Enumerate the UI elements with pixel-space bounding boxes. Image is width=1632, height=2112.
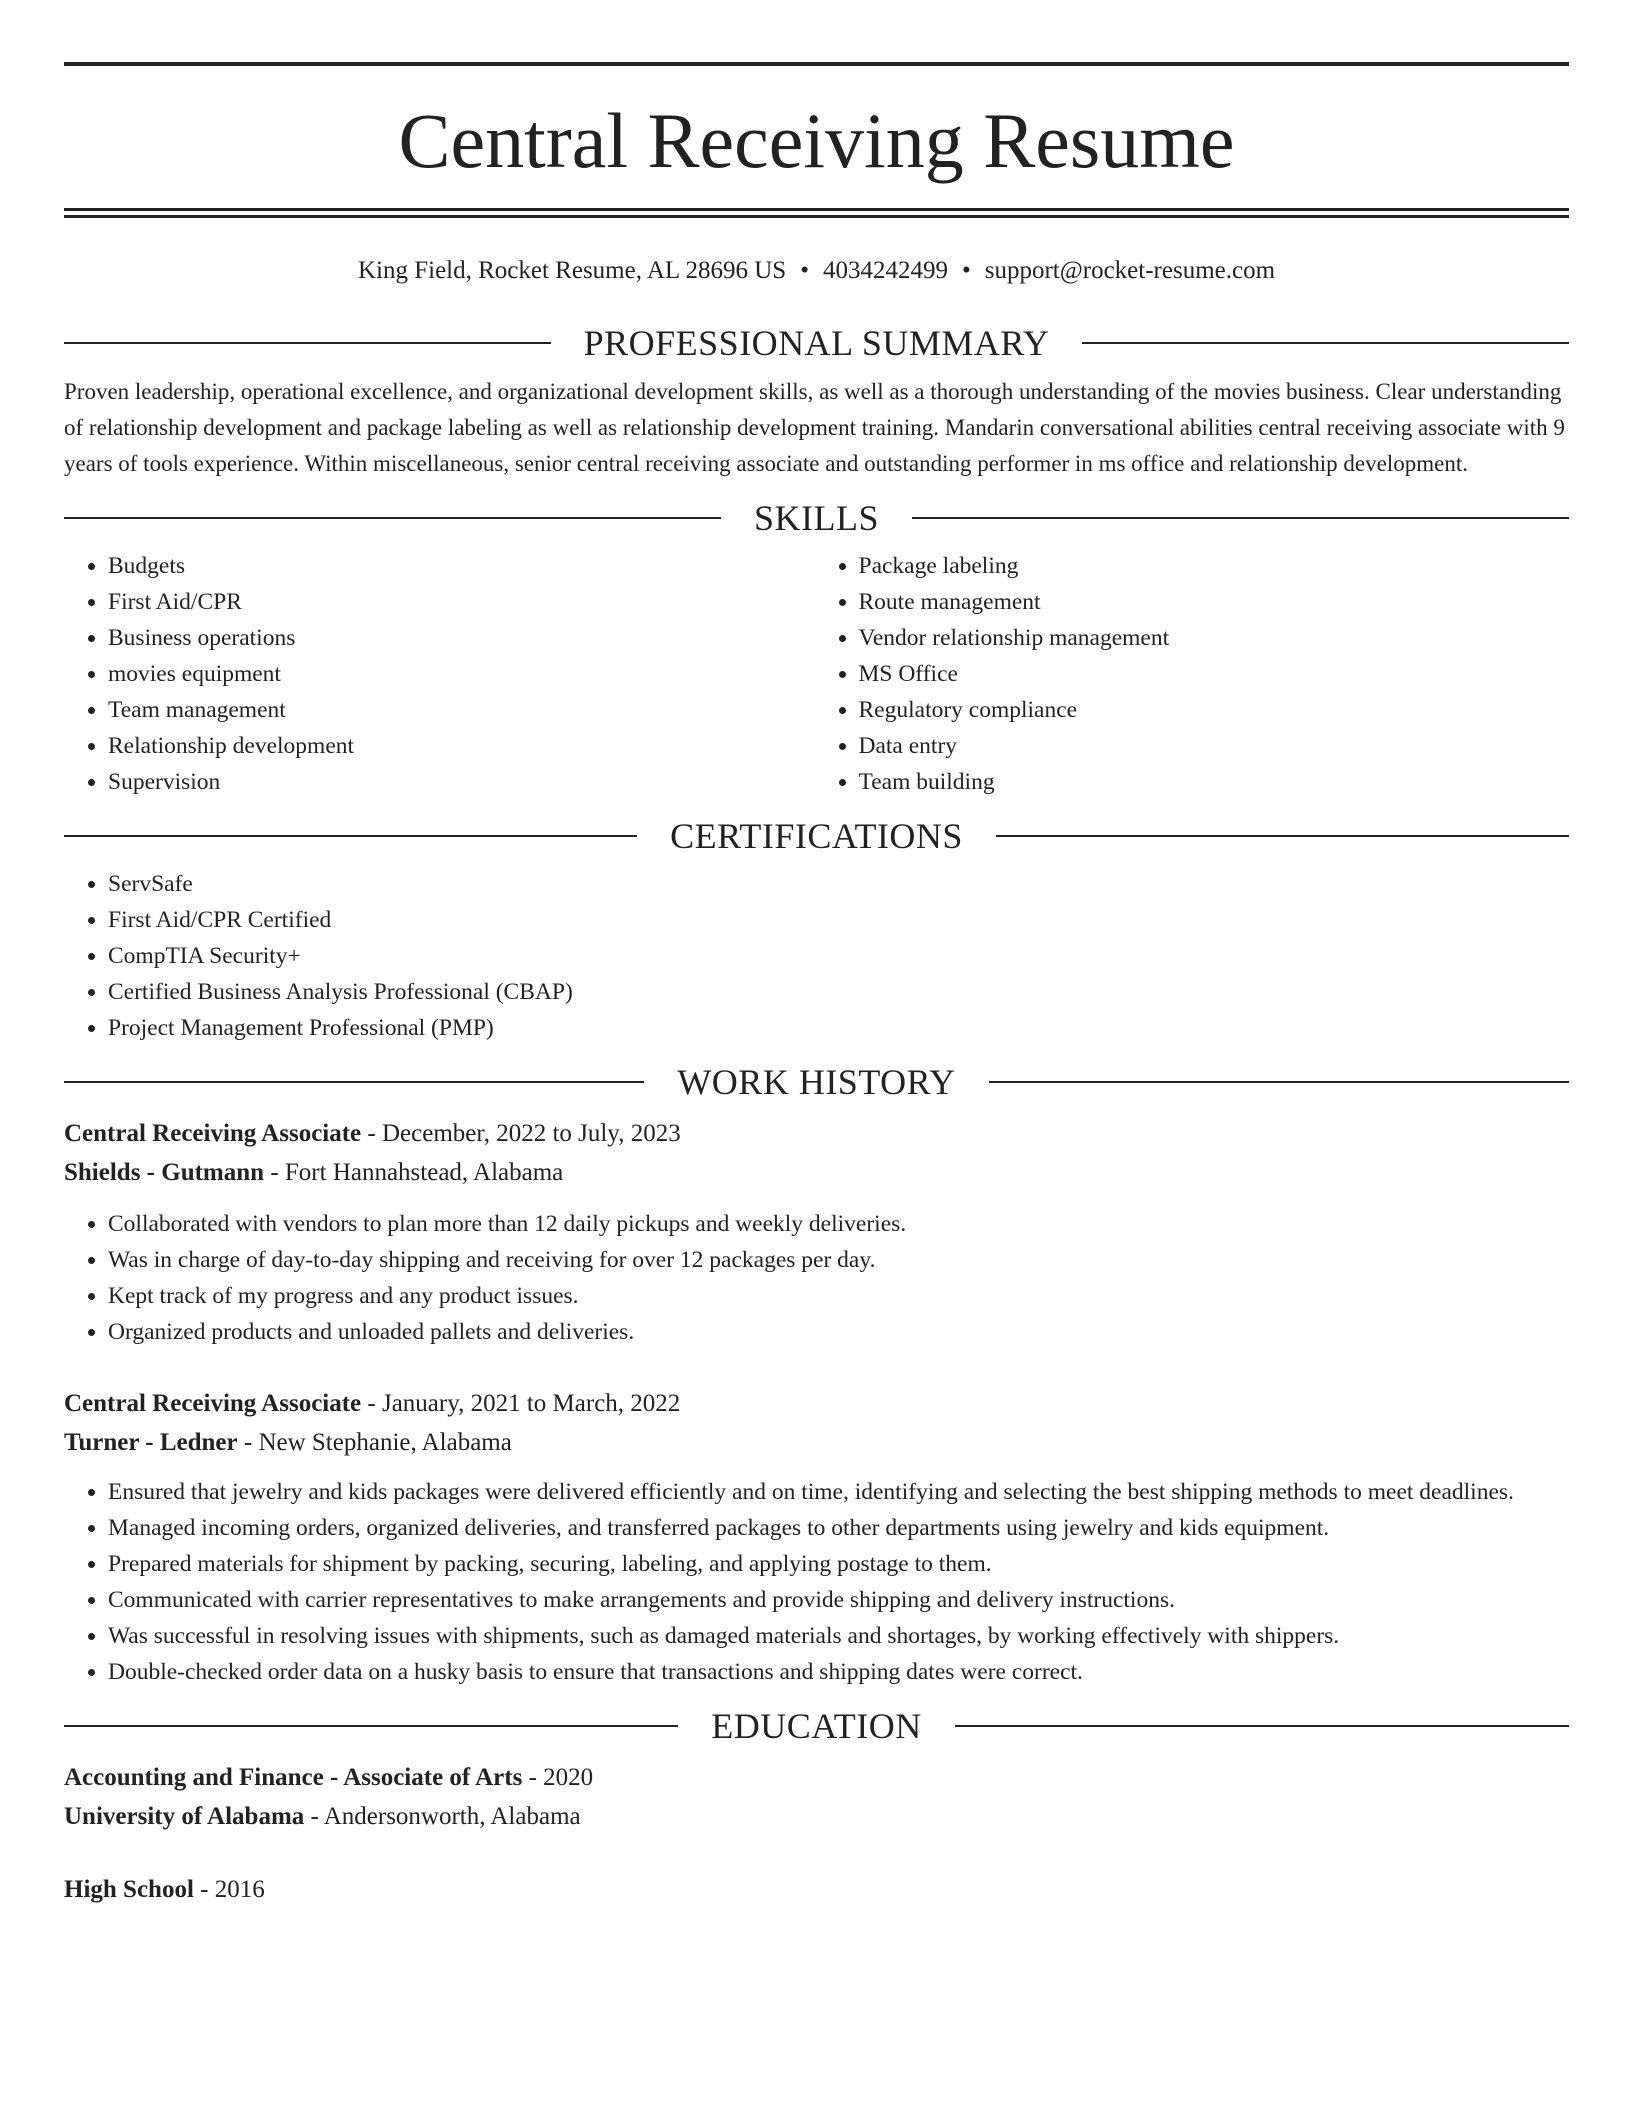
contact-line [64, 256, 1569, 286]
education-year: - 2016 [193, 1876, 265, 1903]
contact-separator: • [961, 257, 971, 284]
heading-rule-right [1082, 342, 1569, 344]
job-bullet: • Managed incoming orders, organized deliveries, and transferred packages to other departments using jewelry and kids equipment. [108, 1510, 1569, 1546]
job-bullet: • Communicated with carrier representatives to make arrangements and provide shipping and delivery instructions. [108, 1582, 1569, 1618]
resume-page [64, 62, 1569, 1909]
skill-item: • Package labeling [859, 548, 1570, 584]
summary-heading-text: PROFESSIONAL SUMMARY [583, 323, 1050, 363]
job-entry [64, 1114, 1569, 1350]
skills-heading [64, 498, 1569, 538]
heading-rule-right [955, 1725, 1569, 1727]
education-year: - 2020 [522, 1764, 594, 1791]
education-degree-line [64, 1870, 1569, 1909]
job-bullet: • Was successful in resolving issues with shipments, such as damaged materials and shortages, by working effectively with shippers. [108, 1618, 1569, 1654]
education-degree: High School [64, 1876, 194, 1903]
contact-separator: • [800, 257, 809, 284]
education-school-line [64, 1797, 1569, 1836]
job-bullet: • Kept track of my progress and any product issues. [108, 1278, 1569, 1314]
skill-item: • movies equipment [108, 656, 817, 692]
heading-rule-left [64, 342, 551, 344]
skill-item: • Data entry [859, 728, 1570, 764]
heading-rule-left [64, 835, 637, 837]
job-bullets [64, 1474, 1569, 1690]
heading-rule-left [64, 1081, 644, 1083]
skills-column-left [64, 548, 817, 800]
skill-item: • Budgets [108, 548, 817, 584]
certification-item: • First Aid/CPR Certified [108, 902, 1569, 938]
job-company-line [64, 1423, 1569, 1462]
job-title-line [64, 1114, 1569, 1153]
job-title: Central Receiving Associate [64, 1120, 362, 1147]
job-company: Turner - Ledner [64, 1429, 238, 1456]
job-company-line [64, 1153, 1569, 1192]
job-bullets [64, 1206, 1569, 1350]
job-bullet: • Double-checked order data on a husky basis to ensure that transactions and shipping dates were correct. [108, 1654, 1569, 1690]
certification-item: • ServSafe [108, 866, 1569, 902]
work-heading-text: WORK HISTORY [677, 1062, 956, 1102]
education-entry [64, 1758, 1569, 1836]
job-bullet: • Ensured that jewelry and kids packages were delivered efficiently and on time, identifying and selecting the best shipping methods to meet deadlines. [108, 1474, 1569, 1510]
heading-rule-right [996, 835, 1569, 837]
double-rule [64, 208, 1569, 218]
certification-item: • CompTIA Security+ [108, 938, 1569, 974]
heading-rule-right [989, 1081, 1569, 1083]
education-degree: Accounting and Finance - Associate of Arts [64, 1764, 523, 1791]
education-heading-text: EDUCATION [711, 1706, 922, 1746]
education-entry [64, 1870, 1569, 1909]
heading-rule-left [64, 1725, 678, 1727]
job-entry [64, 1384, 1569, 1690]
certifications-list [64, 866, 1569, 1046]
job-location: - Fort Hannahstead, Alabama [264, 1159, 564, 1186]
education-school: University of Alabama [64, 1803, 305, 1830]
job-title: Central Receiving Associate [64, 1390, 362, 1417]
skill-item: • Vendor relationship management [859, 620, 1570, 656]
work-heading [64, 1062, 1569, 1102]
education-location: - Andersonworth, Alabama [304, 1803, 581, 1830]
skill-item: • Business operations [108, 620, 817, 656]
certification-item: • Certified Business Analysis Professional (CBAP) [108, 974, 1569, 1010]
certifications-heading-text: CERTIFICATIONS [670, 816, 963, 856]
summary-heading [64, 323, 1569, 363]
job-bullet: • Prepared materials for shipment by packing, securing, labeling, and applying postage to them. [108, 1546, 1569, 1582]
skill-item: • Team management [108, 692, 817, 728]
skills-heading-text: SKILLS [754, 498, 880, 538]
job-title-line [64, 1384, 1569, 1423]
job-dates: - December, 2022 to July, 2023 [361, 1120, 681, 1147]
heading-rule-right [912, 517, 1569, 519]
contact-address: King Field, Rocket Resume, AL 28696 US [357, 257, 787, 284]
contact-email: support@rocket-resume.com [984, 257, 1276, 284]
job-bullet: • Collaborated with vendors to plan more than 12 daily pickups and weekly deliveries. [108, 1206, 1569, 1242]
job-dates: - January, 2021 to March, 2022 [361, 1390, 681, 1417]
skill-item: • MS Office [859, 656, 1570, 692]
heading-rule-left [64, 517, 721, 519]
skill-item: • First Aid/CPR [108, 584, 817, 620]
job-bullet: • Was in charge of day-to-day shipping and receiving for over 12 packages per day. [108, 1242, 1569, 1278]
job-location: - New Stephanie, Alabama [237, 1429, 512, 1456]
skill-item: • Regulatory compliance [859, 692, 1570, 728]
contact-phone: 4034242499 [822, 257, 948, 284]
education-heading [64, 1706, 1569, 1746]
skill-item: • Supervision [108, 764, 817, 800]
job-bullet: • Organized products and unloaded pallets and deliveries. [108, 1314, 1569, 1350]
skill-item: • Team building [859, 764, 1570, 800]
job-company: Shields - Gutmann [64, 1159, 265, 1186]
summary-text: Proven leadership, operational excellence, and organizational development skills, as well as a thorough understanding of the movies business. Clear understanding of relationship development and package labeling as well as relationship development training. Mandarin conversational abilities central receiving associate with 9 years of tools experience. Within miscellaneous, senior central receiving associate and outstanding performer in ms office and relationship development. [64, 379, 1565, 476]
certifications-heading [64, 816, 1569, 856]
resume-title: Central Receiving Resume [398, 97, 1235, 184]
skill-item: • Route management [859, 584, 1570, 620]
certification-item: • Project Management Professional (PMP) [108, 1010, 1569, 1046]
skills-column-right [817, 548, 1570, 800]
skill-item: • Relationship development [108, 728, 817, 764]
education-degree-line [64, 1758, 1569, 1797]
skills-list [64, 548, 1569, 800]
